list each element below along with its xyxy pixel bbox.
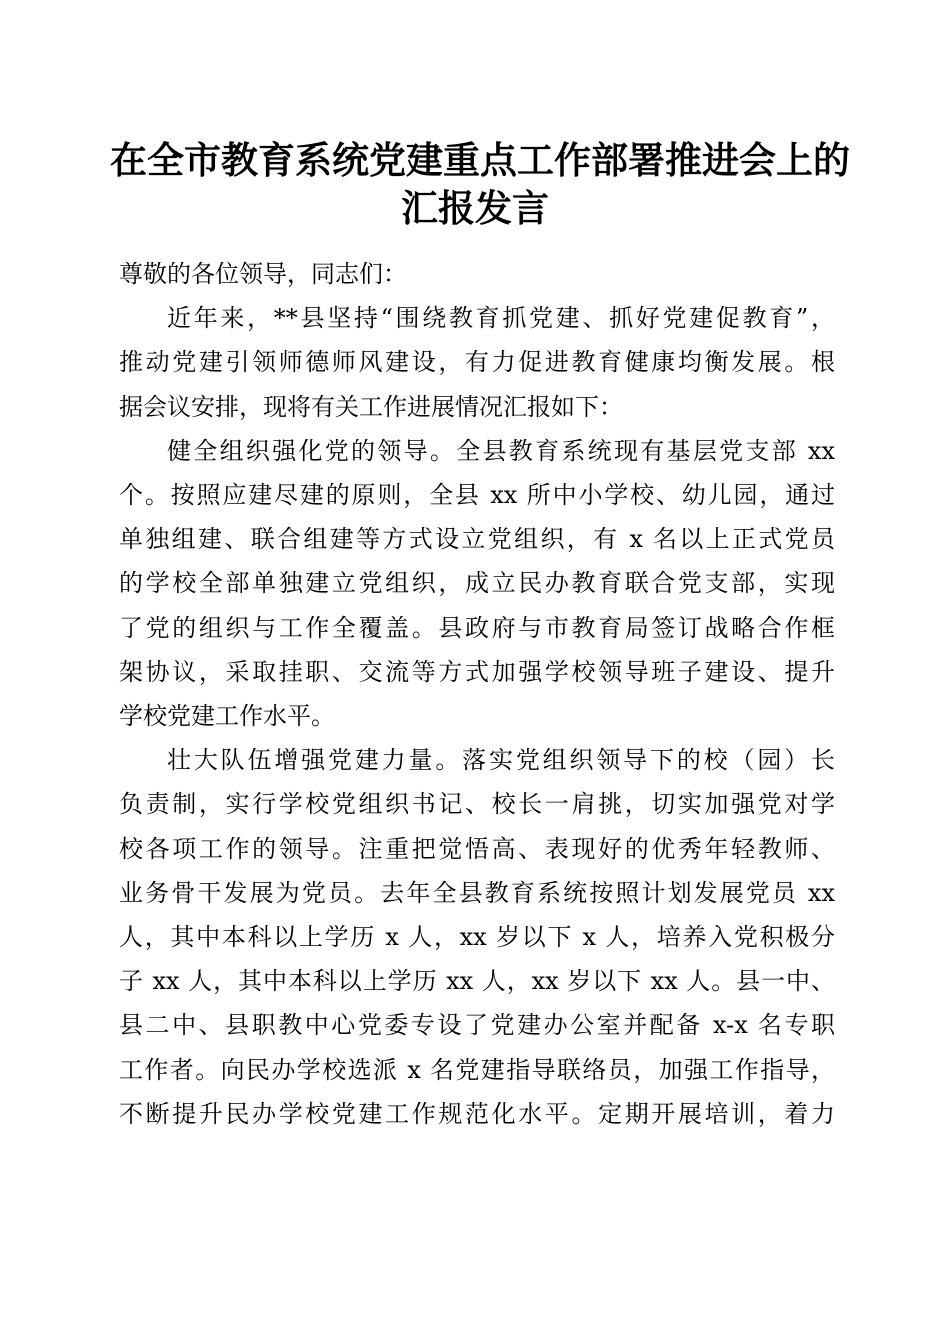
- text-line: 县二中、县职教中心党委专设了党建办公室并配备 x-x 名专职: [119, 1011, 835, 1040]
- text-line: 业务骨干发展为党员。去年全县教育系统按照计划发展党员 xx: [119, 878, 835, 907]
- text-line: 学校党建工作水平。: [119, 702, 335, 731]
- text-line: 校各项工作的领导。注重把觉悟高、表现好的优秀年轻教师、: [119, 834, 835, 863]
- text-line: 近年来，**县坚持“围绕教育抓党建、抓好党建促教育”，: [167, 304, 835, 333]
- title-line: 在全市教育系统党建重点工作部署推进会上的: [110, 138, 850, 182]
- text-line: 了党的组织与工作全覆盖。县政府与市教育局签订战略合作框: [119, 613, 835, 642]
- title-line: 汇报发言: [401, 186, 549, 230]
- paragraph-team: [119, 738, 835, 1136]
- text-line: 推动党建引领师德师风建设，有力促进教育健康均衡发展。根: [119, 348, 835, 377]
- text-line: 不断提升民办学校党建工作规范化水平。定期开展培训，着力: [119, 1099, 835, 1128]
- text-line: 子 xx 人，其中本科以上学历 xx 人，xx 岁以下 xx 人。县一中、: [119, 967, 835, 996]
- text-line: 据会议安排，现将有关工作进展情况汇报如下：: [119, 392, 623, 421]
- paragraph-intro: [119, 296, 835, 429]
- text-line: 个。按照应建尽建的原则，全县 xx 所中小学校、幼儿园，通过: [119, 481, 835, 510]
- salutation: 尊敬的各位领导，同志们：: [119, 260, 407, 288]
- text-line: 架协议，采取挂职、交流等方式加强学校领导班子建设、提升: [119, 657, 835, 686]
- document-body: [119, 252, 835, 1136]
- text-line: 壮大队伍增强党建力量。落实党组织领导下的校（园）长: [167, 746, 835, 775]
- document-title: [110, 136, 850, 232]
- text-line: 负责制，实行学校党组织书记、校长一肩挑，切实加强党对学: [119, 790, 835, 819]
- text-line: 健全组织强化党的领导。全县教育系统现有基层党支部 xx: [167, 436, 835, 465]
- paragraph-organization: [119, 429, 835, 738]
- text-line: 工作者。向民办学校选派 x 名党建指导联络员，加强工作指导，: [119, 1055, 835, 1084]
- text-line: 人，其中本科以上学历 x 人，xx 岁以下 x 人，培养入党积极分: [119, 923, 835, 952]
- text-line: 单独组建、联合组建等方式设立党组织，有 x 名以上正式党员: [119, 525, 835, 554]
- text-line: 的学校全部单独建立党组织，成立民办教育联合党支部，实现: [119, 569, 835, 598]
